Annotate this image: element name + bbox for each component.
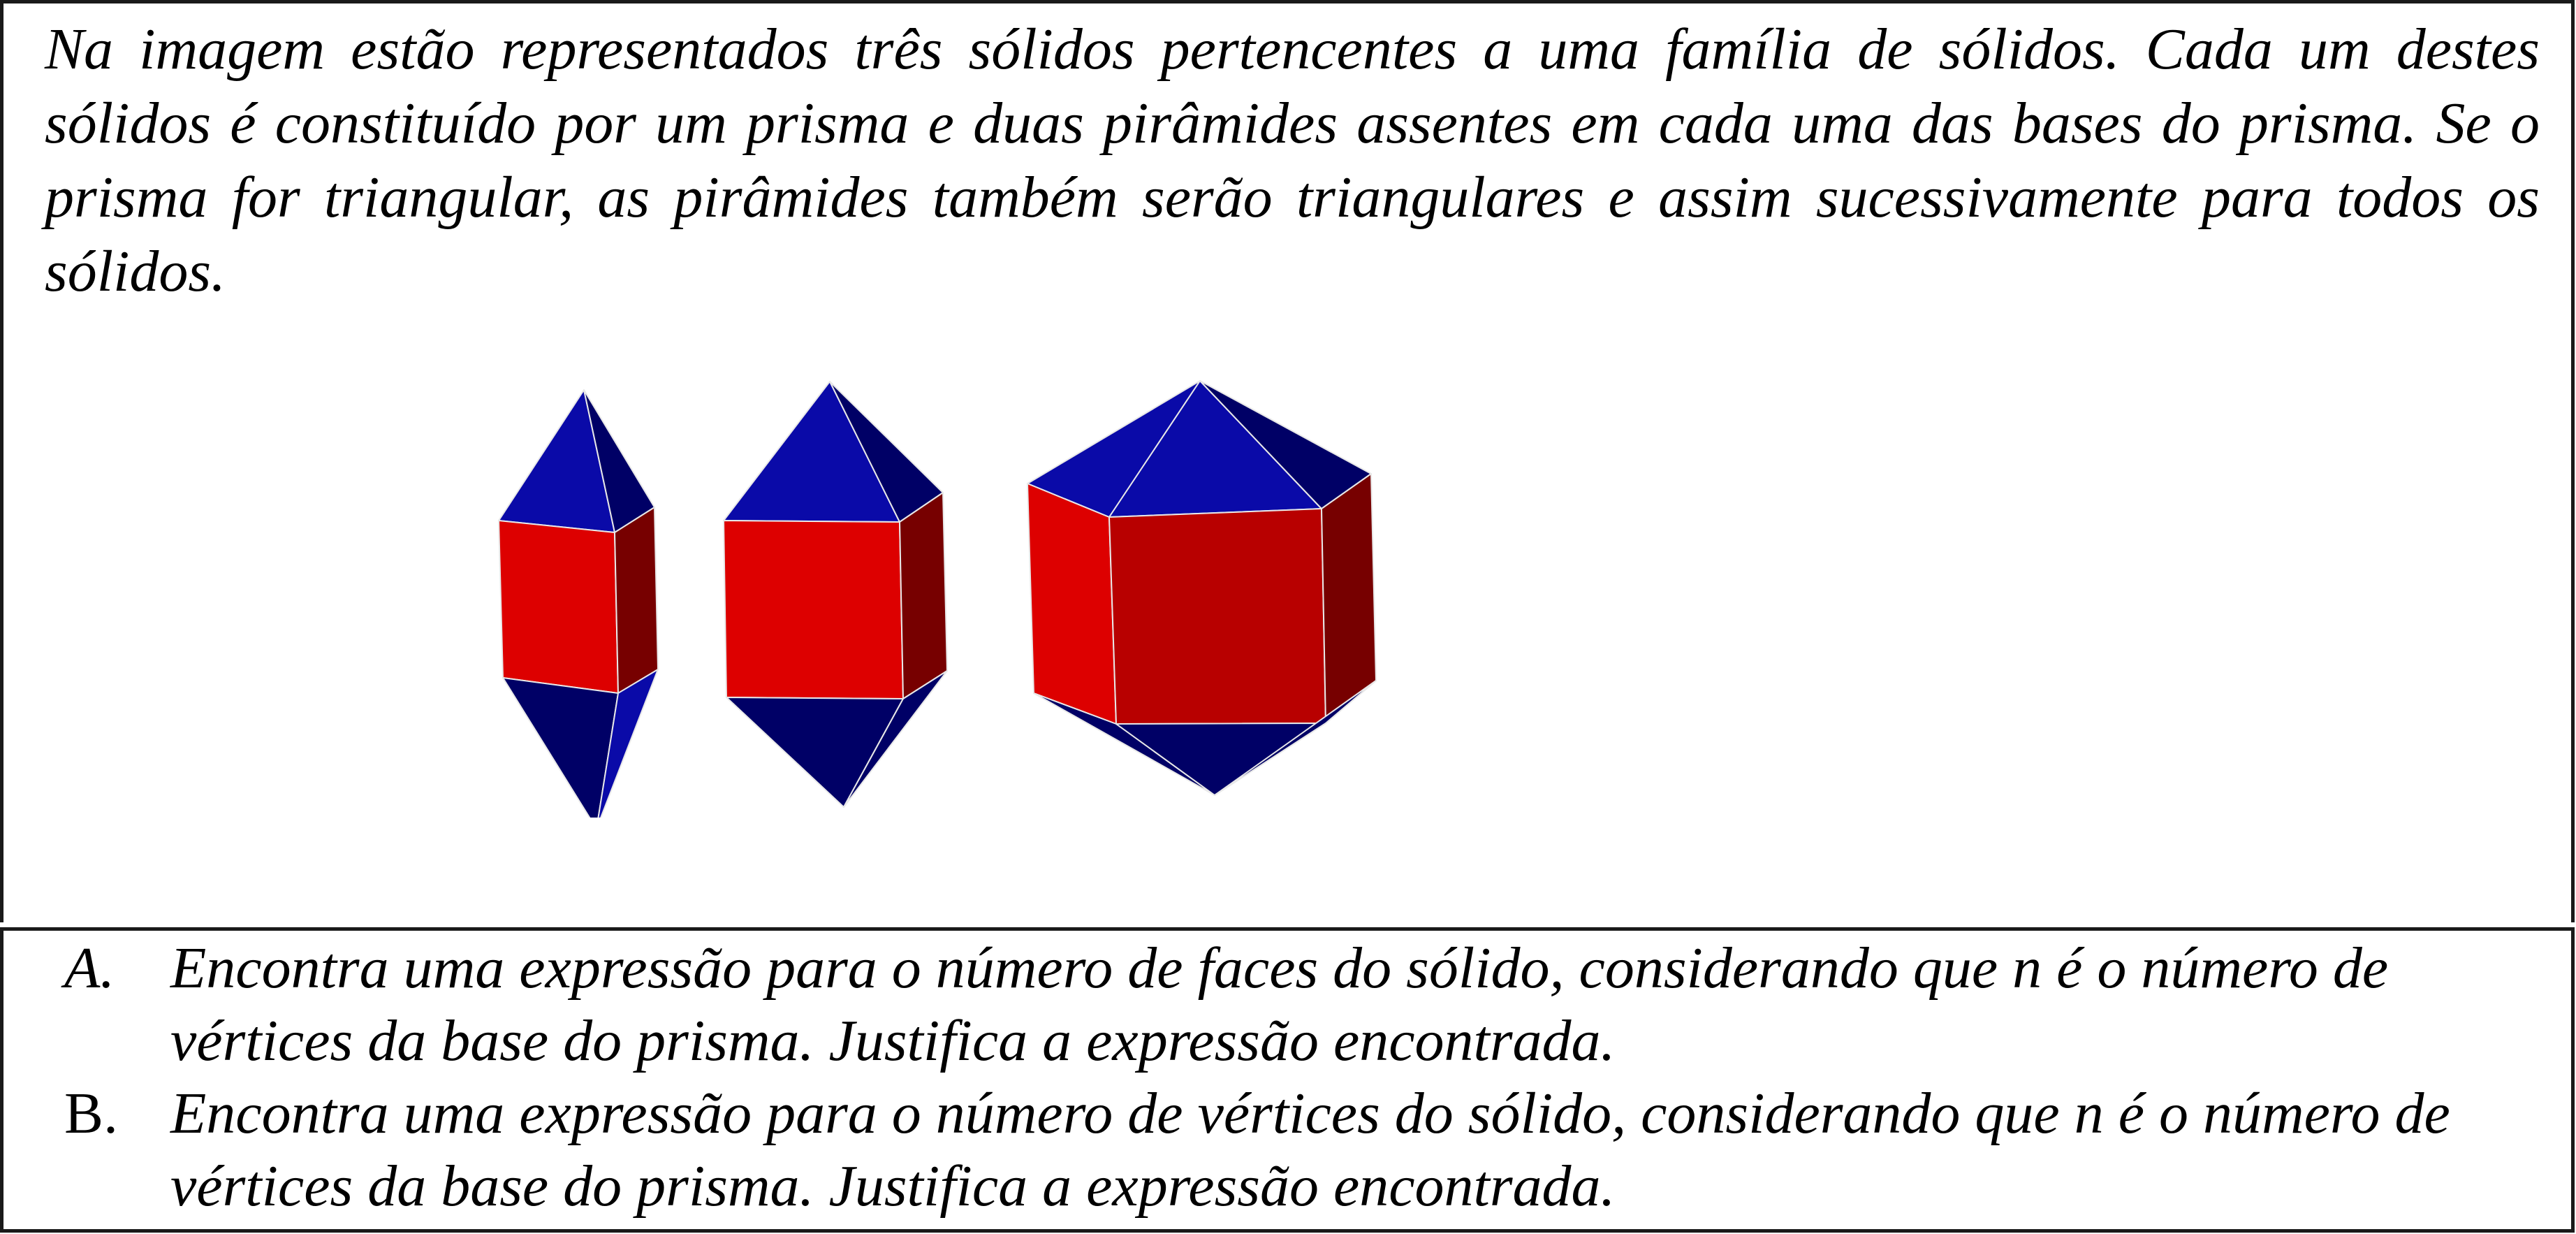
triangular-bipyramid-prism <box>499 390 658 818</box>
question-text: Encontra uma expressão para o número de faces do sólido, considerando que n é o número de vértices da base do prisma. Justifica a expressão encontrada. <box>170 936 2389 1073</box>
question-b <box>0 1077 2575 1223</box>
questions-list <box>0 932 2575 1223</box>
solids-figure <box>482 370 1404 818</box>
intro-paragraph: Na imagem estão representados três sólidos pertencentes a uma família de sólidos. Cada um destes sólidos é constituído por um prisma e duas pirâmides assentes em cada uma das bases do prisma. Se o prisma for triangular, as pirâmides também serão triangulares e assim sucessivamente para todos os sólidos. <box>45 17 2540 304</box>
question-marker: B. <box>64 1081 119 1146</box>
question-marker: A. <box>64 936 115 1001</box>
pentagonal-bipyramid-prism <box>1027 381 1376 795</box>
question-text: Encontra uma expressão para o número de vértices do sólido, considerando que n é o número de vértices da base do prisma. Justifica a expressão encontrada. <box>170 1081 2450 1219</box>
square-bipyramid-prism <box>724 382 947 807</box>
question-a <box>0 932 2575 1077</box>
